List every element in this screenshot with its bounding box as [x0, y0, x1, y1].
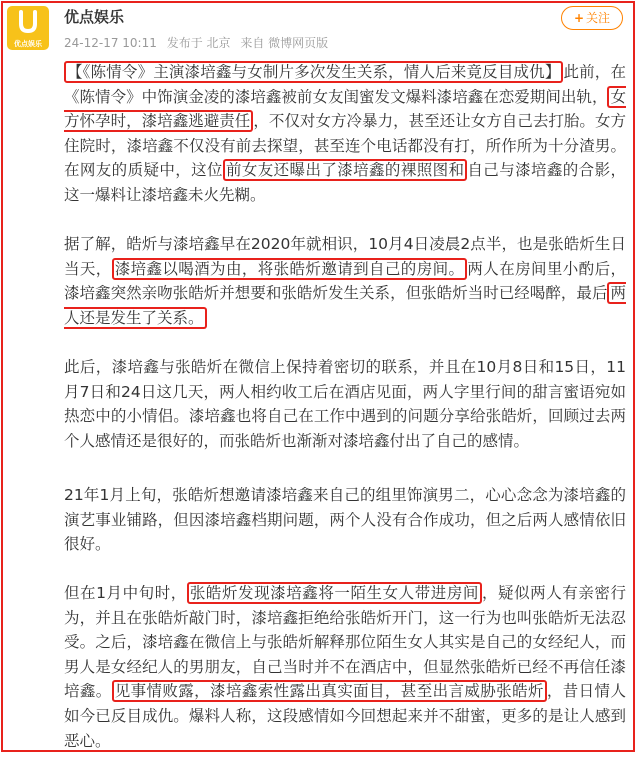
highlighted-text: 女方怀孕时，漆培鑫逃避责任: [64, 87, 626, 131]
follow-label: 关注: [586, 11, 611, 25]
post-location: 发布于 北京: [166, 36, 231, 50]
highlighted-text: 见事情败露，漆培鑫索性露出真实面目，甚至出言威胁张皓炘: [112, 680, 547, 702]
post-paragraph: [64, 581, 626, 753]
paragraph-text: 两人在房间里小酌后，漆培鑫突然亲吻张皓炘并想要和张皓炘发生关系，但张皓炘当时已经喝醉，最后: [64, 259, 626, 303]
avatar[interactable]: [7, 6, 49, 50]
post-paragraph: [64, 60, 626, 208]
highlighted-text: 前女友还曝出了漆培鑫的裸照图和: [223, 159, 467, 181]
post-date[interactable]: 24-12-17 10:11: [64, 36, 157, 50]
paragraph-text: 此后，漆培鑫与张皓炘在微信上保持着密切的联系，并且在10月8日和15日，11月7日和24日这几天，两人相约收工后在酒店见面，两人字里行间的甜言蜜语宛如热恋中的小情侣。漆培鑫也将自己在工作中遇到的问题分享给张皓炘，回顾过去两个人感情还是很好的，而张皓炘也渐渐对漆培鑫付出了自己的感情。: [64, 358, 626, 450]
paragraph-text: 但在1月中旬时，: [64, 584, 187, 602]
highlighted-text: 张皓炘发现漆培鑫将一陌生女人带进房间: [187, 582, 482, 604]
post-source: 来自 微博网页版: [240, 36, 329, 50]
post-paragraph: [64, 232, 626, 330]
plus-icon: +: [573, 11, 585, 25]
highlighted-text: 【《陈情令》主演漆培鑫与女制片多次发生关系，情人后来竟反目成仇】: [64, 61, 563, 83]
paragraph-text: ，不仅对女方冷暴力，甚至还让女方自己去打胎。女方住院时，漆培鑫不仅没有前去探望，甚至连个电话都没有打，所作所为十分渣男。在网友的质疑中，这位: [64, 112, 626, 180]
paragraph-text: 自己与漆培鑫的合影，这一爆料让漆培鑫未火先糊。: [64, 161, 626, 204]
logo-u-icon: [18, 10, 38, 34]
follow-button[interactable]: [561, 6, 623, 30]
username[interactable]: 优点娱乐: [64, 8, 125, 26]
post-paragraph: [64, 483, 626, 557]
highlighted-text: 两人还是发生了关系。: [64, 284, 626, 327]
paragraph-text: 此前，在《陈情令》中饰演金凌的漆培鑫被前女友闺蜜发文爆料漆培鑫在恋爱期间出轨，: [64, 63, 626, 106]
paragraph-text: ，疑似两人有亲密行为，并且在张皓炘敲门时，漆培鑫拒绝给张皓炘开门，这一行为也叫张皓炘无法忍受。之后，漆培鑫在微信上与张皓炘解释那位陌生女人其实是自己的女经纪人，而男人是女经纪人的男朋友，自己当时并不在酒店中，但显然张皓炘已经不再信任漆培鑫。: [64, 584, 626, 701]
paragraph-text: 21年1月上旬，张皓炘想邀请漆培鑫来自己的组里饰演男二，心心念念为漆培鑫的演艺事业铺路，但因漆培鑫档期问题，两个人没有合作成功，但之后两人感情依旧很好。: [64, 486, 626, 554]
post-meta: [64, 34, 334, 51]
paragraph-text: 据了解，皓炘与漆培鑫早在2020年就相识，10月4日凌晨2点半，也是张皓炘生日当天，: [64, 235, 626, 278]
avatar-text: 优点娱乐: [14, 40, 42, 48]
post-paragraph: [64, 355, 626, 453]
paragraph-text: ，昔日情人如今已反目成仇。爆料人称，这段感情如今回想起来并不甜蜜，更多的是让人感到恶心。: [64, 682, 626, 750]
highlighted-text: 漆培鑫以喝酒为由，将张皓炘邀请到自己的房间。: [112, 258, 468, 280]
